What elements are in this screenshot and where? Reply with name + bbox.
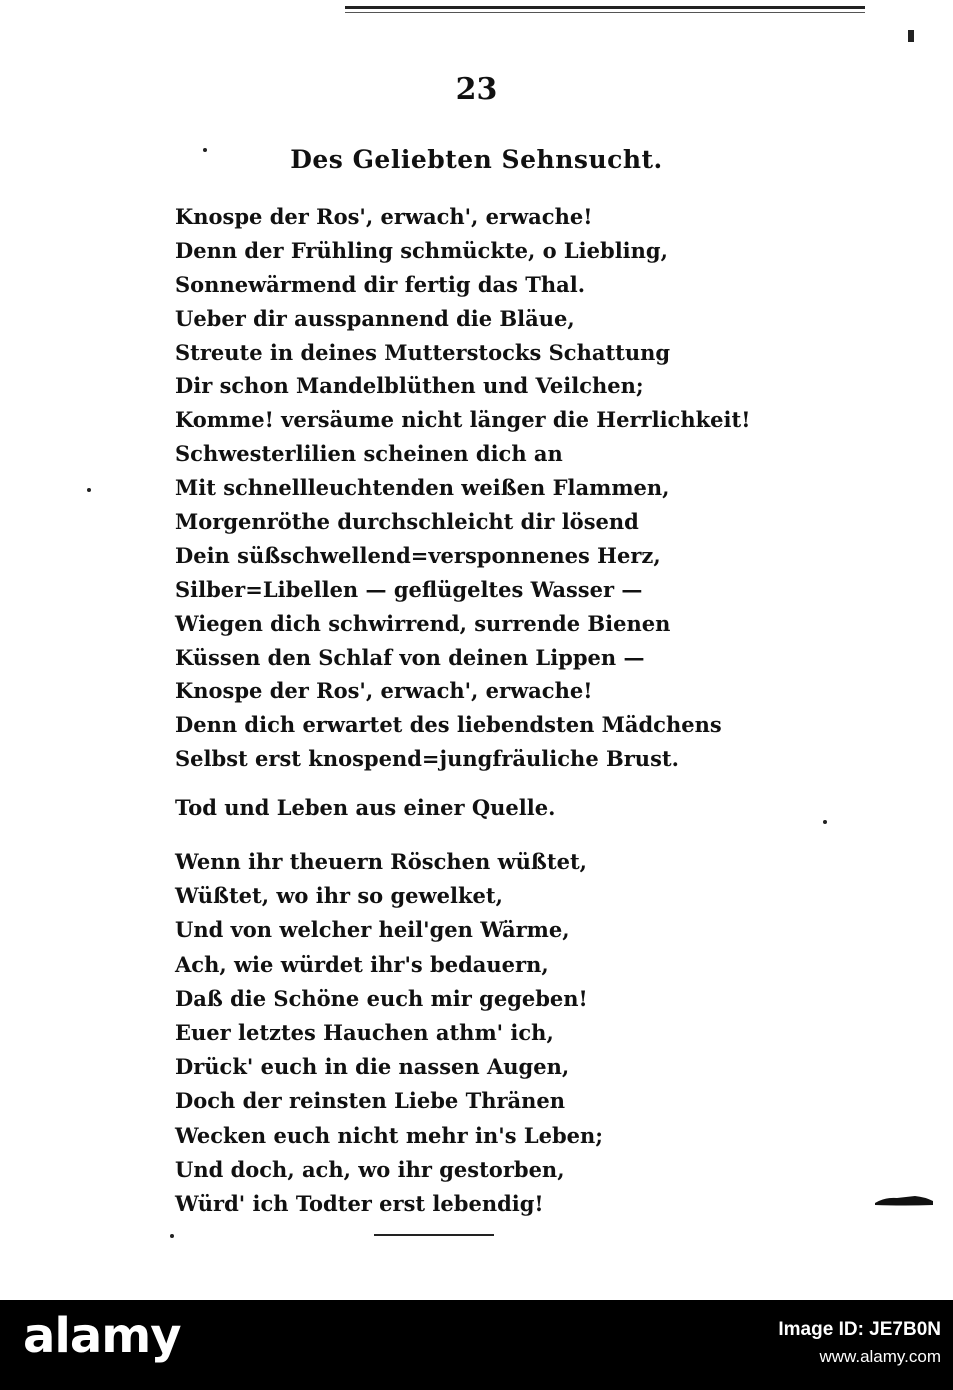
poem-line: Denn der Frühling schmückte, o Liebling,	[175, 237, 668, 263]
poem-line: Würd' ich Todter erst lebendig!	[175, 1190, 544, 1216]
poem-line: Doch der reinsten Liebe Thränen	[175, 1088, 566, 1114]
alamy-logo: alamy	[23, 1308, 181, 1364]
poem-line: Silber=Libellen — geflügeltes Wasser —	[175, 576, 643, 602]
poem-title: Des Geliebten Sehnsucht.	[290, 145, 663, 174]
poem-line: Wiegen dich schwirrend, surrende Bienen	[175, 610, 671, 636]
poem-line: Dein süßschwellend=versponnenes Herz,	[175, 542, 661, 568]
poem-line: Streute in deines Mutterstocks Schattung	[175, 339, 671, 365]
speck-mark	[87, 488, 91, 492]
speck-mark	[170, 1234, 174, 1238]
poem-line: Denn dich erwartet des liebendsten Mädchens	[175, 712, 722, 738]
poem-line: Knospe der Ros', erwach', erwache!	[175, 678, 593, 704]
speck-mark	[823, 820, 827, 824]
poem-line: Mit schnellleuchtenden weißen Flammen,	[175, 475, 670, 501]
poem-line: Schwesterlilien scheinen dich an	[175, 441, 563, 467]
poem-line: Ueber dir ausspannend die Bläue,	[175, 305, 575, 331]
poem-line: Dir schon Mandelblüthen und Veilchen;	[175, 373, 644, 399]
corner-mark	[908, 30, 914, 42]
page-number: 23	[455, 72, 498, 107]
poem-line: Wenn ihr theuern Röschen wüßtet,	[175, 849, 587, 874]
poem-line: Und doch, ach, wo ihr gestorben,	[175, 1156, 565, 1182]
poem-line: Und von welcher heil'gen Wärme,	[175, 917, 570, 943]
top-rule-thin	[345, 12, 865, 13]
footer-info	[778, 1318, 941, 1372]
poem-line: Ach, wie würdet ihr's bedauern,	[175, 951, 549, 977]
margin-ink-mark	[875, 1193, 933, 1207]
top-rule	[345, 6, 865, 9]
poem-line: Wecken euch nicht mehr in's Leben;	[175, 1122, 604, 1148]
poem-line: Euer letztes Hauchen athm' ich,	[175, 1019, 554, 1045]
poem-line: Drück' euch in die nassen Augen,	[175, 1054, 570, 1080]
poem-line: Wüßtet, wo ihr so gewelket,	[175, 883, 503, 909]
poem-line: Daß die Schöne euch mir gegeben!	[175, 985, 588, 1011]
speck-mark	[203, 148, 207, 152]
poem-line: Komme! versäume nicht länger die Herrlichkeit!	[175, 407, 751, 433]
poem-line: Knospe der Ros', erwach', erwache!	[175, 204, 593, 229]
poem-subtitle: Tod und Leben aus einer Quelle.	[175, 795, 556, 820]
poem-line: Morgenröthe durchschleicht dir lösend	[175, 509, 639, 535]
poem-line: Küssen den Schlaf von deinen Lippen —	[175, 644, 645, 670]
site-url: www.alamy.com	[819, 1347, 941, 1366]
image-id: Image ID: JE7B0N	[778, 1319, 941, 1340]
poem-two	[175, 845, 715, 1221]
end-rule	[374, 1234, 494, 1236]
watermark-footer	[0, 1300, 953, 1390]
poem-one	[175, 200, 751, 776]
poem-line: Sonnewärmend dir fertig das Thal.	[175, 271, 586, 297]
poem-line: Selbst erst knospend=jungfräuliche Brust.	[175, 746, 679, 772]
